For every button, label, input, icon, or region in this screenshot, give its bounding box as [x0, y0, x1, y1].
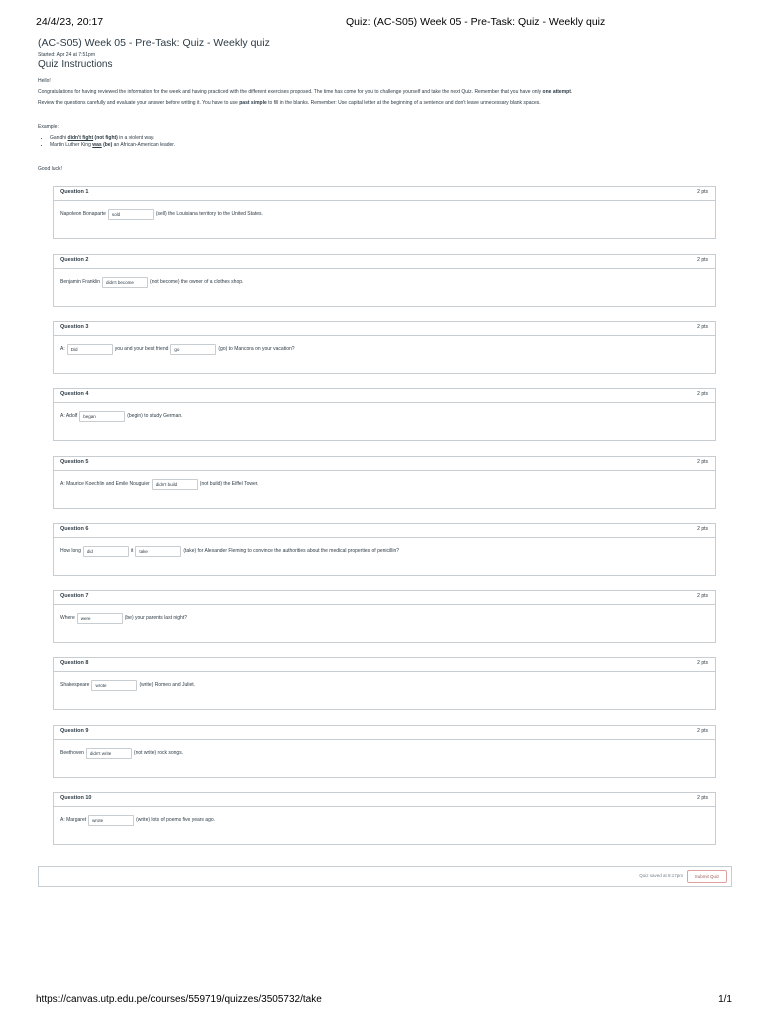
question-text: Where were (be) your parents last night?: [60, 611, 187, 625]
question-header: [54, 322, 715, 336]
question-points: 2 pts: [697, 257, 708, 263]
question-2: [53, 254, 716, 307]
question-name: Question 1: [60, 189, 89, 195]
print-footer: [36, 994, 732, 1008]
good-luck-text: Good luck!: [38, 166, 62, 172]
question-9: [53, 725, 716, 778]
question-text: A: Adolf began (begin) to study German.: [60, 409, 183, 423]
answer-input[interactable]: Did: [67, 344, 113, 355]
question-points: 2 pts: [697, 391, 708, 397]
example-item: • Martin Luther King was (be) an African-American leader.: [50, 142, 175, 149]
answer-input[interactable]: go: [170, 344, 216, 355]
instructions-heading: Quiz Instructions: [38, 59, 113, 70]
question-text: Napoleon Bonaparte sold (sell) the Louisiana territory to the United States.: [60, 207, 263, 221]
question-3: [53, 321, 716, 374]
question-header: [54, 457, 715, 471]
quiz-title: (AC-S05) Week 05 - Pre-Task: Quiz - Weekly quiz: [38, 37, 270, 49]
question-header: [54, 726, 715, 740]
page-number: 1/1: [718, 994, 732, 1005]
example-label: Example:: [38, 124, 59, 130]
question-name: Question 5: [60, 459, 89, 465]
question-name: Question 6: [60, 526, 89, 532]
example-item: • Gandhi didn't fight (not fight) in a violent way.: [50, 135, 175, 142]
question-header: [54, 389, 715, 403]
question-name: Question 3: [60, 324, 89, 330]
past-simple-text: past simple: [239, 100, 267, 106]
page-url: https://canvas.utp.edu.pe/courses/559719/quizzes/3505732/take: [36, 994, 322, 1005]
example-list: [42, 135, 175, 149]
print-title: Quiz: (AC-S05) Week 05 - Pre-Task: Quiz - Weekly quiz: [346, 16, 606, 28]
answer-input[interactable]: wrote: [88, 815, 134, 826]
question-header: [54, 187, 715, 201]
question-1: [53, 186, 716, 239]
question-4: [53, 388, 716, 441]
question-points: 2 pts: [697, 526, 708, 532]
question-text: A: Maurice Koechlin and Emile Nouguier didn't build (not build) the Eiffel Tower.: [60, 477, 259, 491]
question-header: [54, 793, 715, 807]
question-text: A: Did you and your best friend go (go) to Mancora on your vacation?: [60, 342, 295, 356]
question-header: [54, 658, 715, 672]
question-points: 2 pts: [697, 593, 708, 599]
question-name: Question 2: [60, 257, 89, 263]
started-time: Started: Apr 24 at 7:51pm: [38, 52, 95, 58]
question-header: [54, 591, 715, 605]
answer-input[interactable]: wrote: [91, 680, 137, 691]
question-text: Beethoven didn't write (not write) rock songs.: [60, 746, 183, 760]
question-6: [53, 523, 716, 576]
question-10: [53, 792, 716, 845]
one-attempt-text: one attempt: [542, 89, 571, 95]
question-name: Question 4: [60, 391, 89, 397]
print-date: 24/4/23, 20:17: [36, 16, 104, 28]
question-name: Question 10: [60, 795, 92, 801]
question-header: [54, 524, 715, 538]
question-name: Question 9: [60, 728, 89, 734]
hello-text: Hello!: [38, 78, 51, 84]
question-header: [54, 255, 715, 269]
question-text: How long did it take (take) for Alexander Fleming to convince the authorities about the medical properties of penicillin?: [60, 544, 399, 558]
quiz-footer: [38, 866, 732, 887]
question-8: [53, 657, 716, 710]
question-points: 2 pts: [697, 660, 708, 666]
saved-status: Quiz saved at 8:17pm: [639, 873, 683, 878]
question-points: 2 pts: [697, 795, 708, 801]
answer-input[interactable]: take: [135, 546, 181, 557]
answer-input[interactable]: didn't build: [152, 479, 198, 490]
question-points: 2 pts: [697, 324, 708, 330]
answer-input[interactable]: began: [79, 411, 125, 422]
question-text: Shakespeare wrote (write) Romeo and Juliet.: [60, 678, 195, 692]
answer-input[interactable]: did: [83, 546, 129, 557]
question-points: 2 pts: [697, 189, 708, 195]
question-5: [53, 456, 716, 509]
congrats-text: Congratulations for having reviewed the information for the week and having practiced with the different exercises proposed. The time has come for you to challenge yourself and take the next Quiz. Remember that you have only one attempt.: [38, 89, 573, 95]
answer-input[interactable]: sold: [108, 209, 154, 220]
question-text: Benjamin Franklin didn't become (not become) the owner of a clothes shop.: [60, 275, 243, 289]
question-points: 2 pts: [697, 459, 708, 465]
submit-quiz-button[interactable]: Submit Quiz: [687, 870, 727, 883]
answer-input[interactable]: were: [77, 613, 123, 624]
question-name: Question 8: [60, 660, 89, 666]
question-points: 2 pts: [697, 728, 708, 734]
answer-input[interactable]: didn't write: [86, 748, 132, 759]
question-7: [53, 590, 716, 643]
print-header: [36, 16, 732, 30]
question-name: Question 7: [60, 593, 89, 599]
review-text: Review the questions carefully and evaluate your answer before writing it. You have to use past simple to fill in the blanks. Remember: Use capital letter at the beginning of a sentence and don't leave unnecessary blank spaces.: [38, 100, 541, 106]
question-text: A: Margaret wrote (write) lots of poems five years ago.: [60, 813, 215, 827]
answer-input[interactable]: didn't become: [102, 277, 148, 288]
